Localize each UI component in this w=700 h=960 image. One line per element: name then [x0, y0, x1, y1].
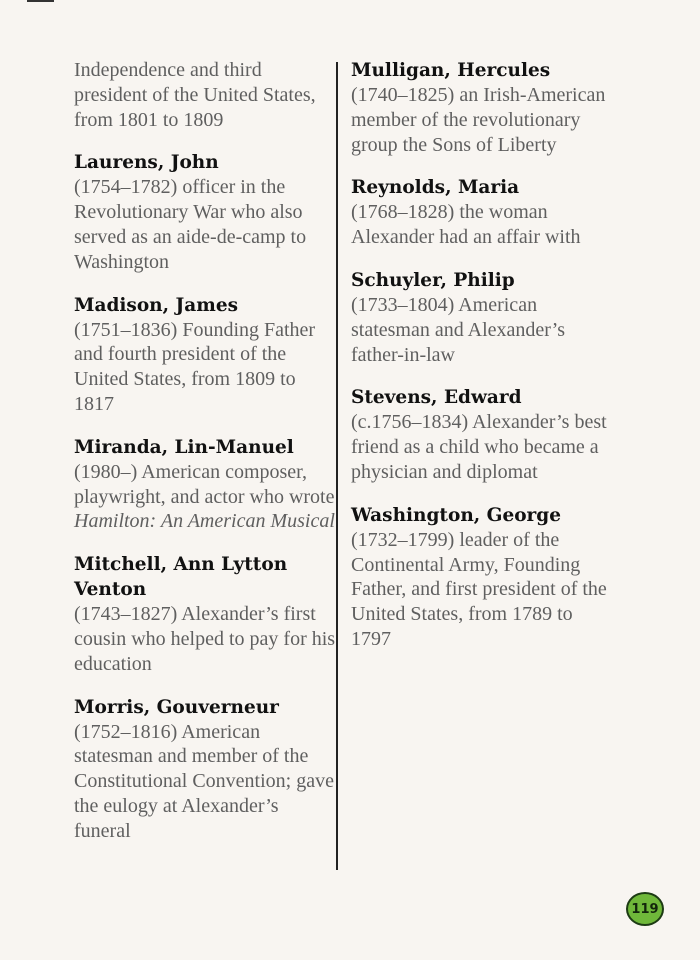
entry-term: Schuyler, Philip: [351, 269, 515, 291]
glossary-entry-washington: [351, 503, 613, 652]
entry-term: Mulligan, Hercules: [351, 60, 551, 81]
glossary-column-right: [351, 58, 613, 670]
glossary-entry-continued: [74, 58, 336, 132]
entry-term: Miranda, Lin-Manuel: [74, 436, 294, 458]
glossary-entry-stevens: [351, 385, 613, 484]
page-number: 119: [631, 901, 659, 917]
entry-description: (1768–1828) the woman Alexander had an affair with: [351, 201, 581, 249]
entry-term: Washington, George: [351, 504, 562, 526]
entry-description: (1740–1825) an Irish-American member of the revolutionary group the Sons of Liberty: [351, 84, 606, 156]
glossary-entry-schuyler: [351, 268, 613, 367]
page-number-badge: [626, 892, 664, 926]
entry-description: (1754–1782) officer in the Revolutionary War who also served as an aide-de-camp to Washington: [74, 176, 307, 273]
entry-description: (1743–1827) Alexander’s first cousin who helped to pay for his education: [74, 603, 336, 675]
entry-description: (1733–1804) American statesman and Alexander’s father-in-law: [351, 293, 566, 366]
entry-term: Madison, James: [74, 294, 239, 316]
entry-description: (1751–1836) Founding Father and fourth president of the United States, from 1809 to 1817: [74, 318, 316, 415]
glossary-entry-madison: [74, 293, 336, 417]
glossary-entry-reynolds: [351, 175, 613, 250]
corner-rule: [27, 0, 54, 2]
entry-term: Morris, Gouverneur: [74, 696, 279, 718]
entry-description: (1752–1816) American statesman and member of the Constitutional Convention; gave the eulogy at Alexander’s funeral: [74, 720, 334, 842]
entry-term: Laurens, John: [74, 152, 219, 174]
entry-description: [74, 460, 336, 534]
entry-term: Stevens, Edward: [351, 387, 522, 409]
work-title: Hamilton: An American Musical: [74, 510, 335, 533]
glossary-entry-miranda: [74, 435, 336, 534]
glossary-entry-morris: [74, 695, 336, 844]
column-divider: [336, 62, 338, 870]
glossary-entry-mulligan: [351, 58, 613, 157]
glossary-entry-mitchell: [74, 552, 336, 676]
entry-description: Independence and third president of the United States, from 1801 to 1809: [74, 59, 316, 131]
glossary-entry-laurens: [74, 150, 336, 274]
entry-description: (c.1756–1834) Alexander’s best friend as a child who became a physician and diplomat: [351, 411, 607, 483]
glossary-column-left: [74, 58, 336, 862]
entry-description-text: (1980–) American composer, playwright, and actor who wrote: [74, 460, 335, 508]
entry-description: (1732–1799) leader of the Continental Army, Founding Father, and first president of the United States, from 1789 to 1797: [351, 528, 607, 650]
entry-term: Reynolds, Maria: [351, 177, 520, 199]
entry-term: Mitchell, Ann Lytton Venton: [74, 554, 288, 601]
